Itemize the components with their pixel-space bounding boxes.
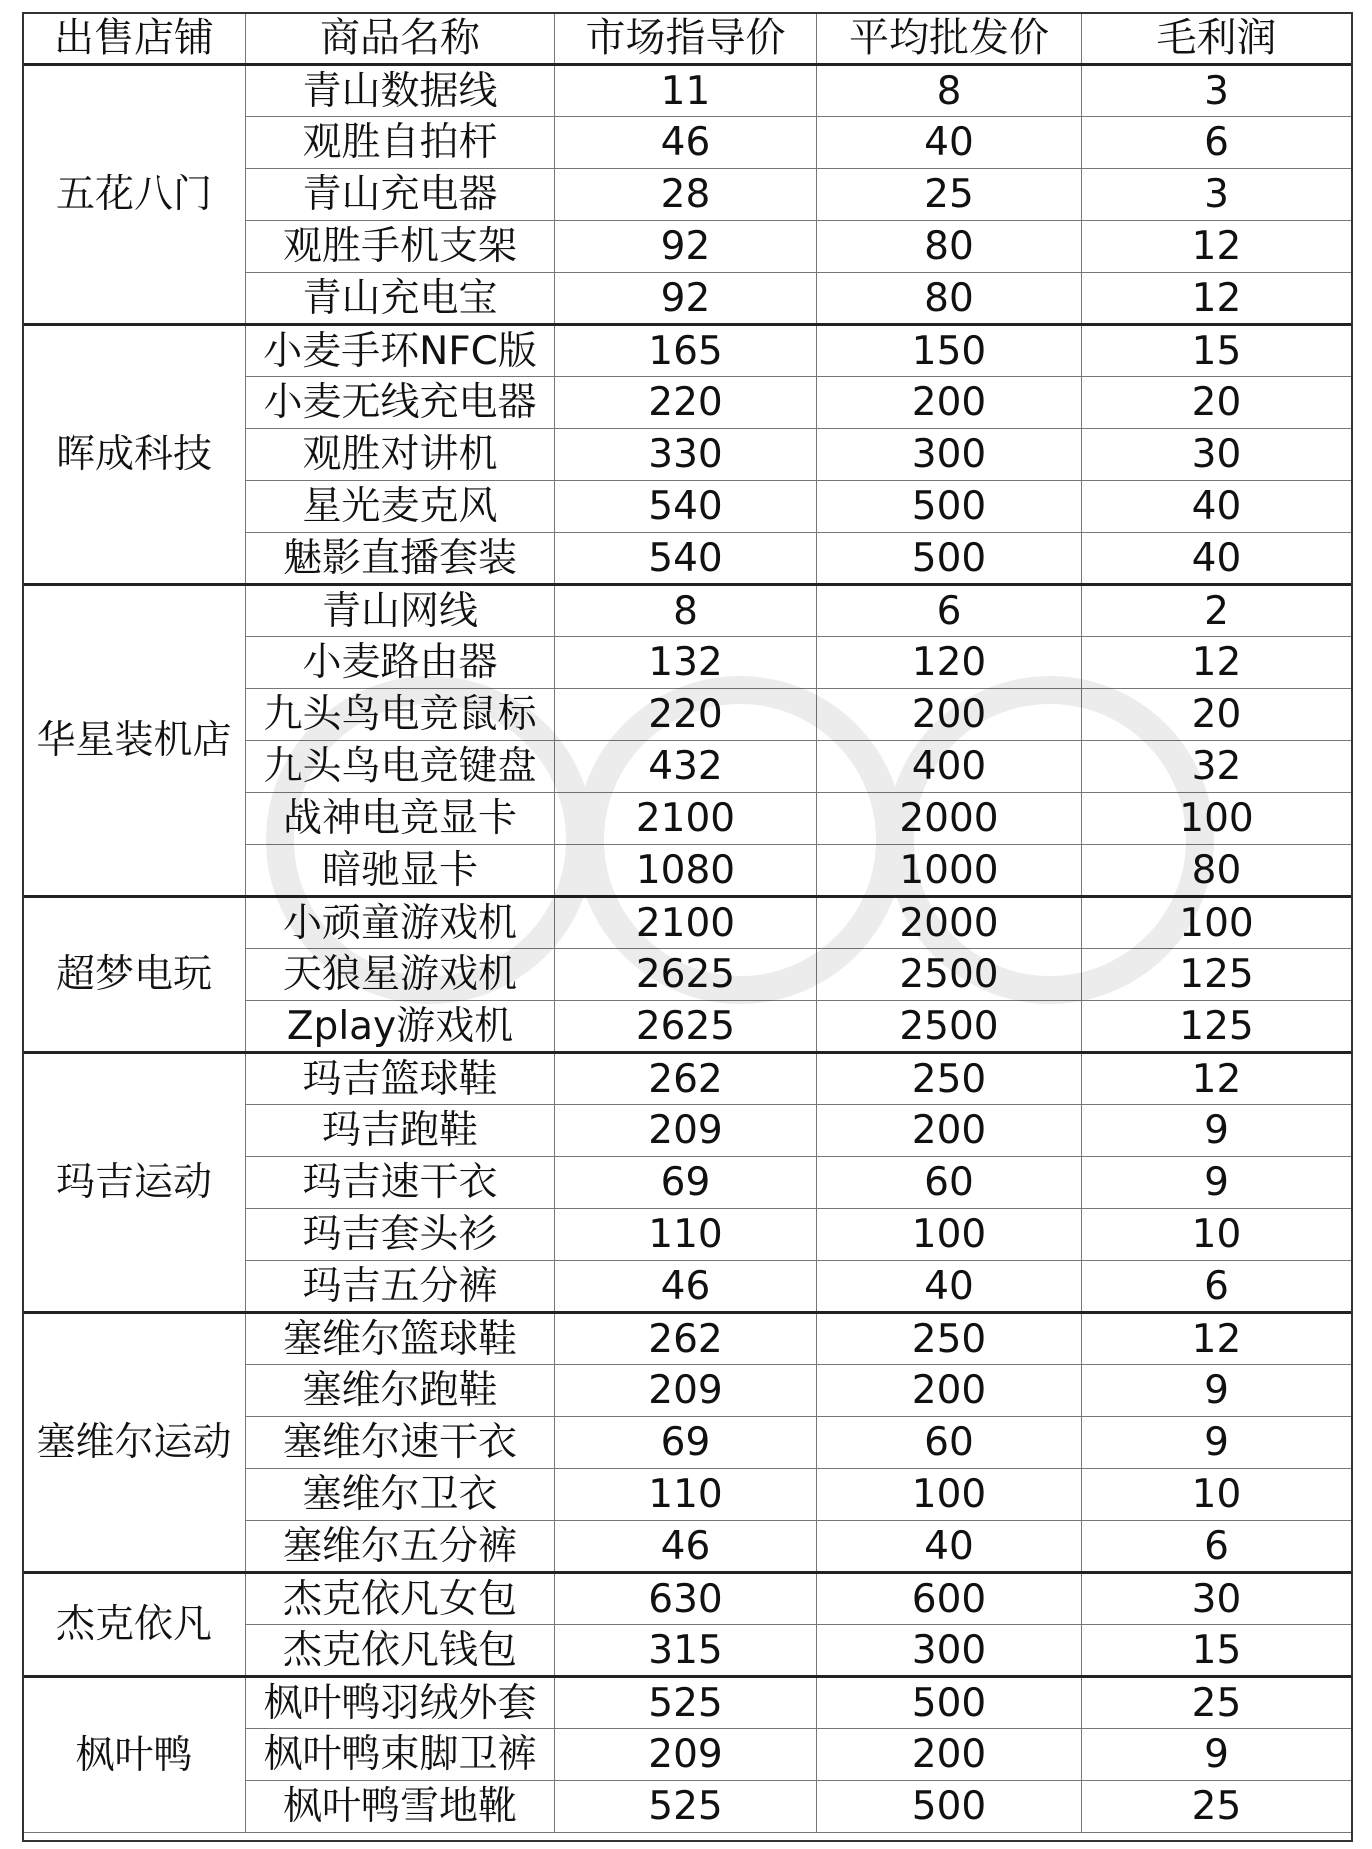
product-name-cell: 战神电竞显卡 [246,793,555,845]
guide-price-cell: 2100 [555,793,817,845]
product-name-cell: 九头鸟电竞鼠标 [246,689,555,741]
gross-profit-cell: 6 [1082,1261,1352,1313]
product-name-cell: 天狼星游戏机 [246,949,555,1001]
guide-price-cell: 540 [555,481,817,533]
product-name-cell: 塞维尔卫衣 [246,1469,555,1521]
wholesale-price-cell: 100 [817,1469,1082,1521]
store-name-cell: 枫叶鸭 [23,1677,246,1833]
product-name-cell: Zplay游戏机 [246,1001,555,1053]
guide-price-cell: 525 [555,1677,817,1729]
wholesale-price-cell: 2000 [817,897,1082,949]
guide-price-cell: 209 [555,1729,817,1781]
guide-price-cell: 220 [555,689,817,741]
guide-price-cell: 11 [555,65,817,117]
wholesale-price-cell: 200 [817,1105,1082,1157]
product-name-cell: 塞维尔速干衣 [246,1417,555,1469]
header-row [23,13,1352,65]
guide-price-cell: 262 [555,1053,817,1105]
product-name-cell: 杰克依凡钱包 [246,1625,555,1677]
guide-price-cell: 28 [555,169,817,221]
guide-price-cell: 46 [555,117,817,169]
store-name-cell: 玛吉运动 [23,1053,246,1313]
store-name-cell: 塞维尔运动 [23,1313,246,1573]
gross-profit-cell: 6 [1082,1521,1352,1573]
product-name-cell: 青山数据线 [246,65,555,117]
gross-profit-cell: 100 [1082,793,1352,845]
wholesale-price-cell: 80 [817,221,1082,273]
guide-price-cell: 525 [555,1781,817,1833]
guide-price-cell: 165 [555,325,817,377]
guide-price-cell: 432 [555,741,817,793]
product-name-cell: 小顽童游戏机 [246,897,555,949]
gross-profit-cell: 15 [1082,325,1352,377]
header-wholesale-price: 平均批发价 [817,13,1082,65]
product-name-cell: 星光麦克风 [246,481,555,533]
wholesale-price-cell: 40 [817,1521,1082,1573]
wholesale-price-cell: 250 [817,1313,1082,1365]
guide-price-cell: 69 [555,1417,817,1469]
product-name-cell: 观胜自拍杆 [246,117,555,169]
guide-price-cell: 262 [555,1313,817,1365]
wholesale-price-cell: 120 [817,637,1082,689]
gross-profit-cell: 20 [1082,377,1352,429]
product-name-cell: 观胜手机支架 [246,221,555,273]
gross-profit-cell: 25 [1082,1677,1352,1729]
wholesale-price-cell: 300 [817,429,1082,481]
wholesale-price-cell: 2500 [817,949,1082,1001]
product-name-cell: 玛吉套头衫 [246,1209,555,1261]
gross-profit-cell: 12 [1082,273,1352,325]
wholesale-price-cell: 2500 [817,1001,1082,1053]
store-name-cell: 杰克依凡 [23,1573,246,1677]
wholesale-price-cell: 200 [817,377,1082,429]
wholesale-price-cell: 600 [817,1573,1082,1625]
gross-profit-cell: 9 [1082,1365,1352,1417]
guide-price-cell: 132 [555,637,817,689]
guide-price-cell: 330 [555,429,817,481]
product-name-cell: 九头鸟电竞键盘 [246,741,555,793]
gross-profit-cell: 3 [1082,169,1352,221]
gross-profit-cell: 15 [1082,1625,1352,1677]
product-name-cell: 枫叶鸭雪地靴 [246,1781,555,1833]
gross-profit-cell: 12 [1082,1313,1352,1365]
store-name-cell: 晖成科技 [23,325,246,585]
gross-profit-cell: 125 [1082,1001,1352,1053]
table-row [23,585,1352,637]
table-body [23,65,1352,1833]
gross-profit-cell: 6 [1082,117,1352,169]
wholesale-price-cell: 80 [817,273,1082,325]
guide-price-cell: 69 [555,1157,817,1209]
wholesale-price-cell: 200 [817,689,1082,741]
guide-price-cell: 46 [555,1521,817,1573]
price-table [22,12,1352,1833]
header-gross-profit: 毛利润 [1082,13,1352,65]
wholesale-price-cell: 8 [817,65,1082,117]
gross-profit-cell: 12 [1082,221,1352,273]
gross-profit-cell: 100 [1082,897,1352,949]
gross-profit-cell: 10 [1082,1469,1352,1521]
wholesale-price-cell: 500 [817,1781,1082,1833]
product-name-cell: 玛吉篮球鞋 [246,1053,555,1105]
gross-profit-cell: 80 [1082,845,1352,897]
guide-price-cell: 110 [555,1209,817,1261]
table-row [23,325,1352,377]
wholesale-price-cell: 300 [817,1625,1082,1677]
gross-profit-cell: 10 [1082,1209,1352,1261]
guide-price-cell: 1080 [555,845,817,897]
table-row [23,1677,1352,1729]
gross-profit-cell: 9 [1082,1157,1352,1209]
price-table-sheet [22,12,1351,1833]
guide-price-cell: 8 [555,585,817,637]
table-row [23,1573,1352,1625]
product-name-cell: 枫叶鸭束脚卫裤 [246,1729,555,1781]
product-name-cell: 青山充电器 [246,169,555,221]
header-product-name: 商品名称 [246,13,555,65]
wholesale-price-cell: 60 [817,1157,1082,1209]
guide-price-cell: 46 [555,1261,817,1313]
guide-price-cell: 630 [555,1573,817,1625]
gross-profit-cell: 20 [1082,689,1352,741]
product-name-cell: 塞维尔五分裤 [246,1521,555,1573]
guide-price-cell: 2100 [555,897,817,949]
guide-price-cell: 209 [555,1105,817,1157]
wholesale-price-cell: 6 [817,585,1082,637]
product-name-cell: 玛吉五分裤 [246,1261,555,1313]
gross-profit-cell: 9 [1082,1417,1352,1469]
store-name-cell: 五花八门 [23,65,246,325]
wholesale-price-cell: 40 [817,1261,1082,1313]
product-name-cell: 观胜对讲机 [246,429,555,481]
guide-price-cell: 2625 [555,949,817,1001]
wholesale-price-cell: 250 [817,1053,1082,1105]
guide-price-cell: 92 [555,273,817,325]
gross-profit-cell: 30 [1082,429,1352,481]
gross-profit-cell: 3 [1082,65,1352,117]
product-name-cell: 小麦路由器 [246,637,555,689]
guide-price-cell: 540 [555,533,817,585]
table-row [23,65,1352,117]
product-name-cell: 塞维尔跑鞋 [246,1365,555,1417]
product-name-cell: 青山充电宝 [246,273,555,325]
gross-profit-cell: 25 [1082,1781,1352,1833]
gross-profit-cell: 32 [1082,741,1352,793]
product-name-cell: 玛吉速干衣 [246,1157,555,1209]
store-name-cell: 超梦电玩 [23,897,246,1053]
product-name-cell: 魅影直播套装 [246,533,555,585]
wholesale-price-cell: 100 [817,1209,1082,1261]
wholesale-price-cell: 2000 [817,793,1082,845]
product-name-cell: 暗驰显卡 [246,845,555,897]
gross-profit-cell: 2 [1082,585,1352,637]
table-row [23,897,1352,949]
wholesale-price-cell: 500 [817,481,1082,533]
gross-profit-cell: 40 [1082,533,1352,585]
gross-profit-cell: 9 [1082,1105,1352,1157]
gross-profit-cell: 30 [1082,1573,1352,1625]
wholesale-price-cell: 25 [817,169,1082,221]
wholesale-price-cell: 200 [817,1365,1082,1417]
header-store: 出售店铺 [23,13,246,65]
gross-profit-cell: 12 [1082,637,1352,689]
product-name-cell: 杰克依凡女包 [246,1573,555,1625]
store-name-cell: 华星装机店 [23,585,246,897]
guide-price-cell: 92 [555,221,817,273]
guide-price-cell: 315 [555,1625,817,1677]
wholesale-price-cell: 1000 [817,845,1082,897]
header-guide-price: 市场指导价 [555,13,817,65]
product-name-cell: 小麦手环NFC版 [246,325,555,377]
wholesale-price-cell: 500 [817,533,1082,585]
guide-price-cell: 110 [555,1469,817,1521]
wholesale-price-cell: 500 [817,1677,1082,1729]
wholesale-price-cell: 150 [817,325,1082,377]
gross-profit-cell: 9 [1082,1729,1352,1781]
gross-profit-cell: 125 [1082,949,1352,1001]
wholesale-price-cell: 60 [817,1417,1082,1469]
product-name-cell: 塞维尔篮球鞋 [246,1313,555,1365]
table-row [23,1313,1352,1365]
gross-profit-cell: 40 [1082,481,1352,533]
wholesale-price-cell: 40 [817,117,1082,169]
guide-price-cell: 209 [555,1365,817,1417]
wholesale-price-cell: 400 [817,741,1082,793]
guide-price-cell: 220 [555,377,817,429]
gross-profit-cell: 12 [1082,1053,1352,1105]
wholesale-price-cell: 200 [817,1729,1082,1781]
product-name-cell: 青山网线 [246,585,555,637]
product-name-cell: 玛吉跑鞋 [246,1105,555,1157]
table-row [23,1053,1352,1105]
product-name-cell: 枫叶鸭羽绒外套 [246,1677,555,1729]
guide-price-cell: 2625 [555,1001,817,1053]
product-name-cell: 小麦无线充电器 [246,377,555,429]
